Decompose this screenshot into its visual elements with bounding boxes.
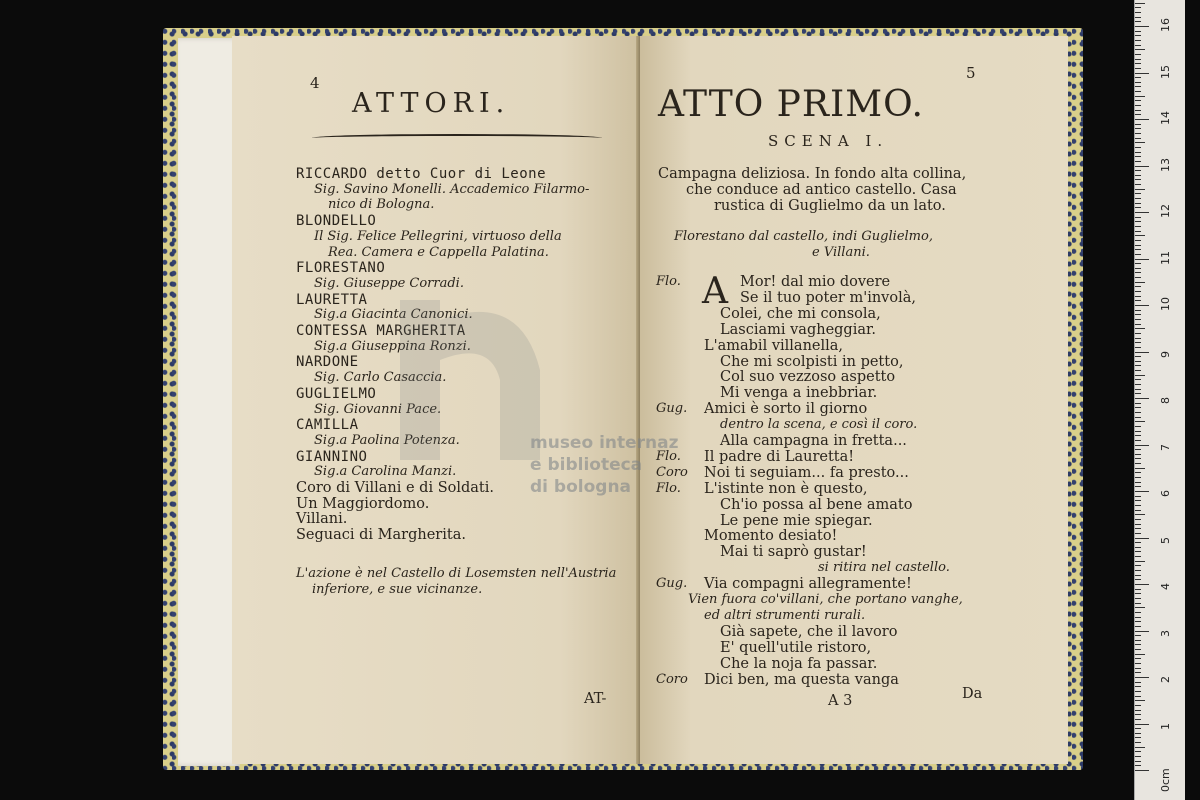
watermark-line-2: e biblioteca	[530, 455, 643, 475]
setting-line-2: che conduce ad antico castello. Casa	[686, 182, 957, 198]
ruler-tick	[1135, 570, 1141, 571]
ruler-tick	[1135, 259, 1149, 260]
setting-note-line-1: L'azione è nel Castello di Losemsten nell'Austria	[296, 566, 617, 581]
ruler-label: 6	[1159, 490, 1172, 497]
ruler-tick	[1135, 235, 1145, 236]
ruler-tick	[1135, 156, 1141, 157]
ruler-tick	[1135, 486, 1141, 487]
ruler-tick	[1135, 468, 1145, 469]
ruler-tick	[1135, 35, 1141, 36]
ruler-tick	[1135, 454, 1141, 455]
ruler-tick	[1135, 519, 1141, 520]
ruler-label: 13	[1159, 157, 1172, 172]
ruler-tick	[1135, 612, 1141, 613]
speaker-label: Flo.	[656, 448, 681, 464]
verse-line: Dici ben, ma questa vanga	[704, 671, 899, 688]
catchword: Da	[962, 686, 983, 702]
ruler-label: 9	[1159, 350, 1172, 358]
ruler-tick	[1135, 482, 1141, 483]
ruler-tick	[1135, 268, 1141, 269]
ruler-label: 10	[1159, 297, 1172, 311]
ruler-tick	[1135, 212, 1149, 213]
ruler-tick	[1135, 114, 1141, 115]
performer-name: Sig.a Paolina Potenza.	[314, 432, 460, 448]
act-title: ATTO PRIMO.	[658, 84, 924, 125]
ruler-tick	[1135, 170, 1141, 171]
character-name: BLONDELLO	[296, 213, 377, 230]
ruler-tick	[1135, 347, 1141, 348]
ruler-tick	[1135, 100, 1141, 101]
ruler-tick	[1135, 338, 1141, 339]
performer-name: Sig. Savino Monelli. Accademico Filarmo-	[314, 181, 590, 197]
character-name: GUGLIELMO	[296, 385, 377, 402]
verse-line: Lasciami vagheggiar.	[720, 321, 876, 338]
verse-line: Col suo vezzoso aspetto	[720, 369, 896, 386]
stage-direction: si ritira nel castello.	[818, 560, 950, 576]
drop-cap: A	[702, 271, 728, 312]
ruler-tick	[1135, 696, 1141, 697]
ruler-tick	[1135, 682, 1141, 683]
ruler-tick	[1135, 435, 1141, 436]
ruler-tick	[1135, 193, 1141, 194]
ruler-tick	[1135, 3, 1145, 4]
speaker-label: Flo.	[656, 480, 681, 496]
ruler-tick	[1135, 463, 1141, 464]
cast-entry: Villani.	[296, 511, 348, 528]
ruler-tick	[1135, 710, 1141, 711]
setting-line-1: Campagna deliziosa. In fondo alta collina,	[658, 166, 967, 182]
character-name: CAMILLA	[296, 417, 359, 434]
verse-line: Le pene mie spiegar.	[720, 512, 873, 529]
character-name: FLORESTANO	[296, 260, 386, 277]
character-name: GIANNINO	[296, 448, 368, 465]
ruler-tick	[1135, 231, 1141, 232]
ruler-label: 1	[1159, 722, 1172, 730]
ruler-tick	[1135, 728, 1141, 729]
ruler-tick	[1135, 21, 1141, 22]
verse-line: Mor! dal mio dovere	[740, 274, 891, 290]
ruler-tick	[1135, 663, 1141, 664]
ruler-label: 14	[1159, 111, 1172, 125]
ruler-tick	[1135, 510, 1141, 511]
ruler-tick	[1135, 449, 1141, 450]
ruler-tick	[1135, 45, 1141, 46]
ruler-tick	[1135, 91, 1141, 92]
speaker-label: Gug.	[656, 576, 688, 592]
ruler-tick	[1135, 505, 1141, 506]
speaker-label: Coro	[656, 464, 688, 480]
ruler-tick	[1135, 12, 1141, 13]
ruler-tick	[1135, 514, 1145, 515]
verse-line: Amici è sorto il giorno	[704, 401, 868, 418]
ruler-tick	[1135, 272, 1141, 273]
watermark-text	[530, 432, 679, 498]
ruler-tick	[1135, 189, 1145, 190]
ruler-tick	[1135, 677, 1149, 678]
performer-name: Sig. Giuseppe Corradi.	[314, 275, 464, 291]
verse-line: Alla campagna in fretta...	[720, 433, 907, 449]
ruler-tick	[1135, 579, 1141, 580]
ruler-tick	[1135, 375, 1145, 376]
verse-line: Già sapete, che il lavoro	[720, 623, 898, 640]
ruler-label: 7	[1159, 443, 1172, 451]
ruler-tick	[1135, 166, 1149, 167]
watermark-line-1: museo internaz	[530, 433, 679, 453]
verse-line: Che la noja fa passar.	[720, 655, 878, 672]
speaker-label: Gug.	[656, 401, 688, 417]
ruler-tick	[1135, 133, 1141, 134]
ruler-tick	[1135, 161, 1141, 162]
ruler-tick	[1135, 147, 1141, 148]
ruler-tick	[1135, 356, 1141, 357]
ruler-tick	[1135, 714, 1141, 715]
ruler-tick	[1135, 747, 1145, 748]
entrance-line-2: e Villani.	[812, 245, 870, 260]
ruler-tick	[1135, 412, 1141, 413]
ruler-tick	[1135, 565, 1141, 566]
ruler-tick	[1135, 254, 1141, 255]
ornamental-rule	[312, 134, 602, 142]
verse-line: Mai ti saprò gustar!	[720, 544, 867, 561]
ruler-tick	[1135, 640, 1141, 641]
ruler-tick	[1135, 226, 1141, 227]
ruler-label: 12	[1159, 204, 1172, 218]
ruler-tick	[1135, 403, 1141, 404]
ruler-tick	[1135, 319, 1141, 320]
ruler-label: 4	[1159, 583, 1172, 590]
ruler-tick	[1135, 765, 1141, 766]
verse-line: E' quell'utile ristoro,	[720, 639, 872, 656]
ruler-tick	[1135, 700, 1145, 701]
ruler-tick	[1135, 310, 1141, 311]
ruler-tick	[1135, 282, 1145, 283]
speaker-label: Coro	[656, 671, 688, 687]
ruler-label: 0cm	[1159, 768, 1172, 792]
verse-line: Colei, che mi consola,	[720, 305, 881, 322]
ruler-tick	[1135, 207, 1141, 208]
ruler-tick	[1135, 17, 1141, 18]
ruler-tick	[1135, 547, 1141, 548]
ruler-label: 15	[1159, 64, 1172, 79]
ruler-tick	[1135, 477, 1141, 478]
ruler-tick	[1135, 644, 1141, 645]
ruler-tick	[1135, 77, 1141, 78]
ruler-label: 5	[1159, 536, 1172, 544]
ruler-tick	[1135, 342, 1141, 343]
ruler-tick	[1135, 561, 1145, 562]
ruler-tick	[1135, 203, 1141, 204]
ruler-tick	[1135, 291, 1141, 292]
ruler-tick	[1135, 737, 1141, 738]
ruler-tick	[1135, 7, 1141, 8]
stage-direction: dentro la scena, e così il coro.	[720, 417, 918, 433]
verse-line: Via compagni allegramente!	[704, 576, 912, 593]
ruler-tick	[1135, 119, 1149, 120]
ruler-tick	[1135, 658, 1141, 659]
ruler-tick	[1135, 110, 1141, 111]
setting-note-line-2: inferiore, e sue vicinanze.	[312, 582, 483, 597]
catchword: AT-	[584, 691, 607, 707]
signature-mark: A 3	[828, 693, 853, 709]
flyleaf	[178, 38, 240, 766]
verse-line: Che mi scolpisti in petto,	[720, 353, 904, 370]
ruler-tick	[1135, 40, 1141, 41]
ruler-tick	[1135, 314, 1141, 315]
ruler-tick	[1135, 305, 1149, 306]
verse-line: Momento desiato!	[704, 528, 838, 545]
ruler-tick	[1135, 431, 1141, 432]
performer-name: Sig.a Giacinta Canonici.	[314, 307, 473, 323]
ruler-tick	[1135, 361, 1141, 362]
entrance-line-1: Florestano dal castello, indi Guglielmo,	[674, 229, 933, 244]
ruler-tick	[1135, 458, 1141, 459]
ruler-tick	[1135, 491, 1149, 492]
ruler-tick	[1135, 589, 1141, 590]
verse-line: L'istinte non è questo,	[704, 480, 868, 497]
ruler-tick	[1135, 417, 1141, 418]
ruler-tick	[1135, 217, 1141, 218]
ruler-tick	[1135, 691, 1141, 692]
ruler-label: 2	[1159, 676, 1172, 683]
setting-line-3: rustica di Guglielmo da un lato.	[714, 198, 946, 214]
ruler-tick	[1135, 59, 1141, 60]
ruler-tick	[1135, 649, 1141, 650]
ruler-tick	[1135, 398, 1149, 399]
character-name: NARDONE	[296, 354, 359, 371]
ruler-tick	[1135, 440, 1141, 441]
ruler-tick	[1135, 421, 1145, 422]
ruler-tick	[1135, 296, 1141, 297]
ruler-tick	[1135, 654, 1145, 655]
ruler-tick	[1135, 598, 1141, 599]
ruler-tick	[1135, 668, 1141, 669]
verse-line: Ch'io possa al bene amato	[720, 496, 913, 513]
ruler-tick	[1135, 179, 1141, 180]
ruler-tick	[1135, 286, 1141, 287]
ruler-tick	[1135, 333, 1141, 334]
page-number: 5	[966, 64, 976, 82]
ruler-tick	[1135, 138, 1141, 139]
ruler-tick	[1135, 49, 1145, 50]
ruler-tick	[1135, 86, 1141, 87]
ruler-tick	[1135, 733, 1141, 734]
ruler-tick	[1135, 751, 1141, 752]
ruler-tick	[1135, 365, 1141, 366]
scene-heading: SCENA I.	[768, 132, 889, 150]
ruler-tick	[1135, 73, 1149, 74]
ruler-tick	[1135, 686, 1141, 687]
ruler-tick	[1135, 635, 1141, 636]
performer-name: Rea. Camera e Cappella Palatina.	[328, 244, 549, 260]
ruler-tick	[1135, 63, 1141, 64]
ruler-tick	[1135, 542, 1141, 543]
ruler-tick	[1135, 249, 1141, 250]
ruler-tick	[1135, 528, 1141, 529]
ruler-tick	[1135, 105, 1141, 106]
ruler-tick	[1135, 152, 1141, 153]
stage-direction: ed altri strumenti rurali.	[704, 607, 866, 623]
ruler-tick	[1135, 617, 1141, 618]
ruler-tick	[1135, 500, 1141, 501]
ruler-tick	[1135, 719, 1141, 720]
measuring-ruler	[1134, 0, 1185, 800]
ruler-tick	[1135, 593, 1141, 594]
cast-entry: Coro di Villani e di Soldati.	[296, 480, 495, 496]
ruler-tick	[1135, 770, 1149, 771]
right-page	[640, 36, 1068, 764]
performer-name: Sig. Carlo Casaccia.	[314, 370, 447, 386]
ruler-tick	[1135, 142, 1145, 143]
performer-name: Il Sig. Felice Pellegrini, virtuoso della	[314, 228, 562, 244]
ruler-tick	[1135, 603, 1141, 604]
ruler-tick	[1135, 175, 1141, 176]
ruler-tick	[1135, 277, 1141, 278]
performer-name: Sig.a Carolina Manzi.	[314, 464, 457, 480]
ruler-tick	[1135, 26, 1149, 27]
ruler-tick	[1135, 631, 1149, 632]
ruler-tick	[1135, 379, 1141, 380]
ruler-tick	[1135, 761, 1141, 762]
cast-entry: Seguaci di Margherita.	[296, 527, 466, 544]
ruler-label: 16	[1159, 18, 1172, 32]
ruler-tick	[1135, 124, 1141, 125]
ruler-tick	[1135, 584, 1149, 585]
ruler-tick	[1135, 524, 1141, 525]
character-name: RICCARDO detto Cuor di Leone	[296, 166, 547, 182]
ruler-tick	[1135, 324, 1141, 325]
ruler-tick	[1135, 389, 1141, 390]
ruler-label: 11	[1159, 250, 1172, 265]
ruler-tick	[1135, 621, 1141, 622]
ruler-tick	[1135, 742, 1141, 743]
watermark-line-3: di bologna	[530, 477, 632, 497]
page-title: ATTORI.	[352, 88, 511, 119]
ruler-tick	[1135, 370, 1141, 371]
ruler-tick	[1135, 328, 1145, 329]
cast-entry: Un Maggiordomo.	[296, 495, 430, 512]
ruler-tick	[1135, 672, 1141, 673]
ruler-tick	[1135, 756, 1141, 757]
ruler-label: 3	[1159, 629, 1172, 637]
ruler-tick	[1135, 198, 1141, 199]
verse-line: Il padre di Lauretta!	[704, 448, 855, 465]
ruler-tick	[1135, 607, 1145, 608]
performer-name: nico di Bologna.	[328, 197, 435, 213]
verse-line: Se il tuo poter m'involà,	[740, 289, 916, 306]
ruler-tick	[1135, 352, 1149, 353]
verse-line: Noi ti seguiam... fa presto...	[704, 464, 909, 481]
ruler-tick	[1135, 82, 1141, 83]
ruler-tick	[1135, 724, 1149, 725]
ruler-tick	[1135, 445, 1149, 446]
ruler-tick	[1135, 54, 1141, 55]
ruler-tick	[1135, 263, 1141, 264]
ruler-tick	[1135, 705, 1141, 706]
stage-direction: Vien fuora co'villani, che portano vanghe,	[688, 592, 963, 607]
character-name: CONTESSA MARGHERITA	[296, 323, 466, 339]
performer-name: Sig. Giovanni Pace.	[314, 401, 442, 417]
ruler-tick	[1135, 496, 1141, 497]
ruler-tick	[1135, 538, 1149, 539]
page-number: 4	[310, 74, 320, 92]
ruler-tick	[1135, 556, 1141, 557]
ruler-tick	[1135, 551, 1141, 552]
ruler-tick	[1135, 184, 1141, 185]
speaker-label: Flo.	[656, 274, 681, 289]
ruler-tick	[1135, 221, 1141, 222]
ruler-label: 8	[1159, 397, 1172, 404]
ruler-tick	[1135, 626, 1141, 627]
ruler-tick	[1135, 384, 1141, 385]
ruler-tick	[1135, 472, 1141, 473]
ruler-tick	[1135, 575, 1141, 576]
ruler-tick	[1135, 68, 1141, 69]
ruler-tick	[1135, 240, 1141, 241]
ruler-tick	[1135, 426, 1141, 427]
character-name: LAURETTA	[296, 291, 368, 308]
ruler-tick	[1135, 96, 1145, 97]
ruler-tick	[1135, 300, 1141, 301]
verse-line: Mi venga a inebbriar.	[720, 385, 878, 402]
ruler-tick	[1135, 407, 1141, 408]
ruler-tick	[1135, 393, 1141, 394]
performer-name: Sig.a Giuseppina Ronzi.	[314, 338, 471, 354]
ruler-tick	[1135, 245, 1141, 246]
ruler-tick	[1135, 31, 1141, 32]
verse-line: L'amabil villanella,	[704, 337, 844, 354]
ruler-tick	[1135, 533, 1141, 534]
ruler-tick	[1135, 128, 1141, 129]
